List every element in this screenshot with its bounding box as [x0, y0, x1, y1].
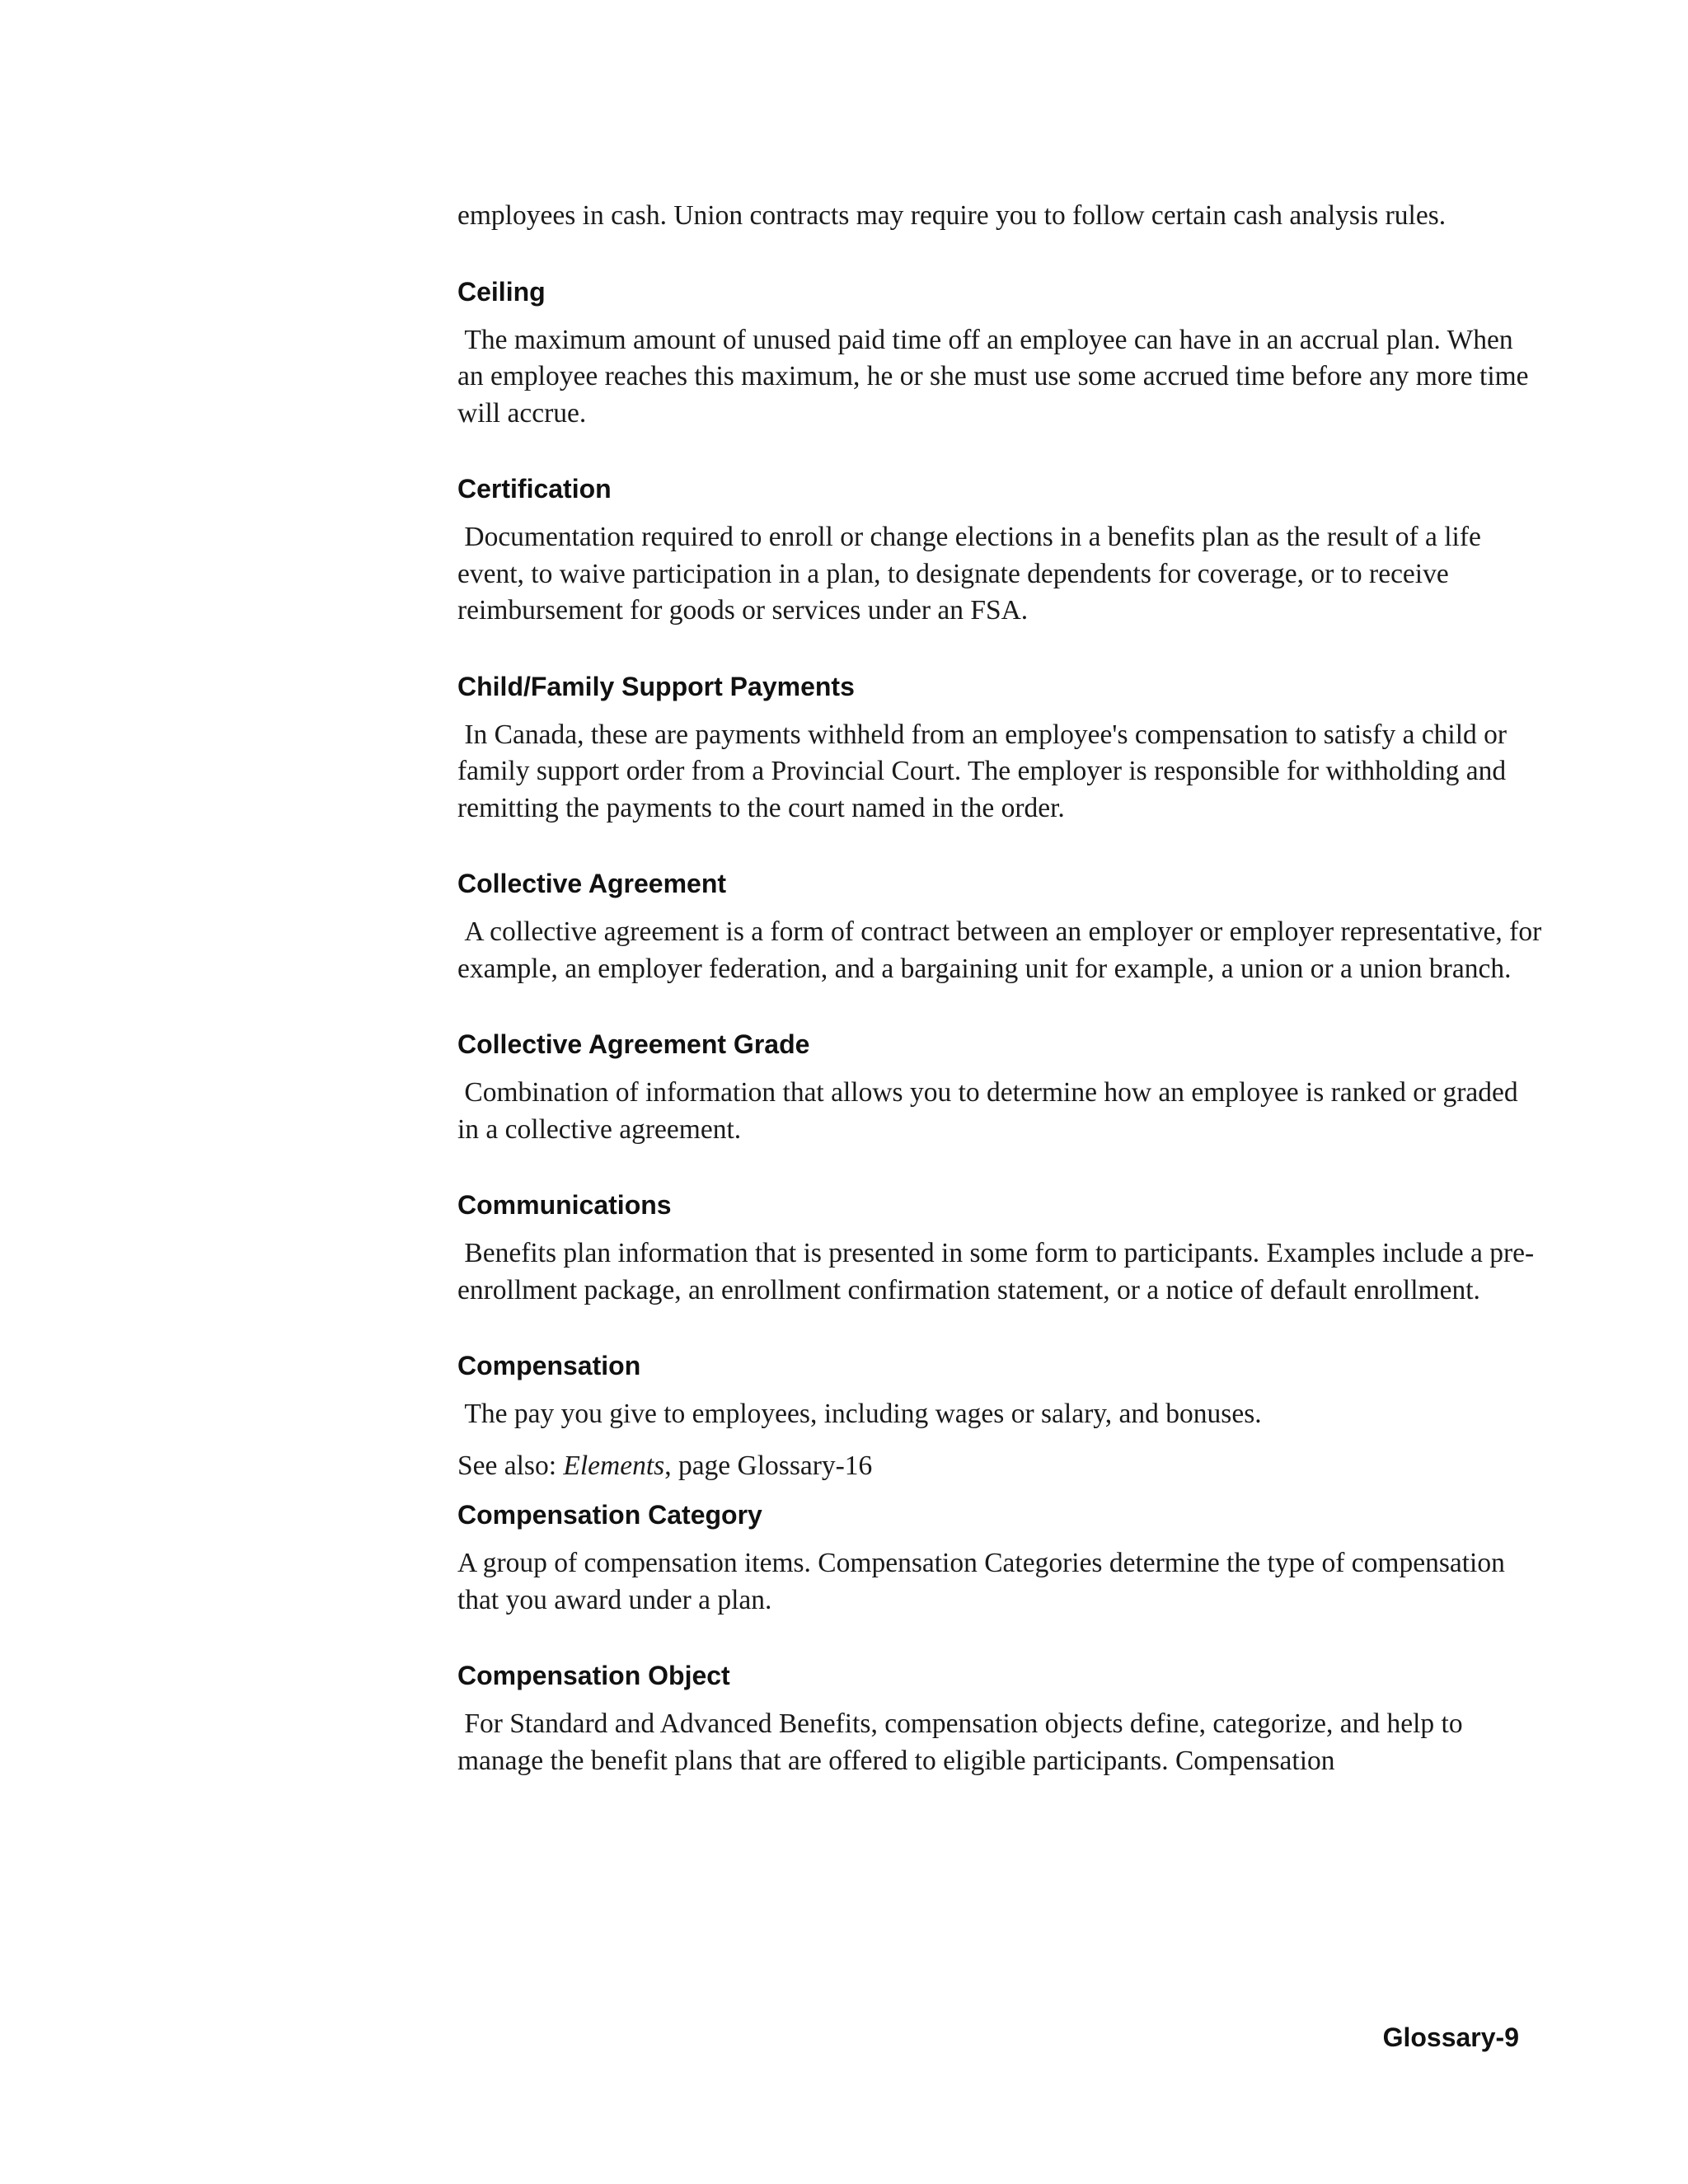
glossary-term: Child/Family Support Payments	[457, 671, 855, 701]
glossary-definition: Documentation required to enroll or change elections in a benefits plan as the result of a life event, to waive participation in a plan, to designate dependents for coverage, or to receive reimbursement for goods or services under an FSA.	[457, 522, 1489, 626]
glossary-definition: A collective agreement is a form of contract between an employer or employer representative, for example, an employer federation, and a bargaining unit for example, a union or a union branch.	[457, 916, 1549, 984]
glossary-entry-communications	[457, 1188, 1545, 1309]
glossary-entry-collective-agreement	[457, 867, 1549, 987]
glossary-term: Communications	[457, 1190, 672, 1220]
glossary-term: Collective Agreement	[457, 869, 727, 898]
glossary-term: Collective Agreement Grade	[457, 1029, 810, 1059]
glossary-entry-compensation-object	[457, 1659, 1545, 1779]
glossary-term: Compensation Category	[457, 1500, 762, 1530]
glossary-term: Certification	[457, 474, 612, 504]
glossary-entry-compensation	[457, 1349, 1545, 1484]
glossary-entry-certification	[457, 472, 1545, 630]
glossary-term: Compensation Object	[457, 1661, 730, 1690]
glossary-definition: Combination of information that allows you to determine how an employee is ranked or graded in a collective agreement.	[457, 1077, 1526, 1145]
continued-paragraph: employees in cash. Union contracts may require you to follow certain cash analysis rules.	[457, 200, 1447, 231]
glossary-content	[457, 198, 1549, 1779]
glossary-definition: The pay you give to employees, including wages or salary, and bonuses.	[457, 1399, 1262, 1429]
see-also-link-elements[interactable]: Elements	[563, 1450, 665, 1481]
glossary-definition: For Standard and Advanced Benefits, compensation objects define, categorize, and help to manage the benefit plans that are offered to eligible participants. Compensation	[457, 1708, 1470, 1776]
glossary-definition: Benefits plan information that is presented in some form to participants. Examples include a pre-enrollment package, an enrollment confirmation statement, or a notice of default enrollment.	[457, 1238, 1535, 1305]
see-also-prefix: See also:	[457, 1450, 564, 1481]
glossary-entry-compensation-category	[457, 1498, 1545, 1619]
glossary-entry-child-family-support-payments	[457, 670, 1545, 827]
see-also-reference	[457, 1448, 1545, 1485]
see-also-page-ref: , page Glossary-16	[664, 1450, 873, 1481]
glossary-term: Ceiling	[457, 276, 546, 307]
glossary-entry-ceiling	[457, 275, 1545, 433]
glossary-definition: A group of compensation items. Compensation Categories determine the type of compensation that you award under a plan.	[457, 1548, 1512, 1615]
glossary-term: Compensation	[457, 1351, 641, 1380]
glossary-entry-collective-agreement-grade	[457, 1028, 1545, 1148]
page-number-footer: Glossary-9	[1382, 2022, 1519, 2052]
glossary-definition: The maximum amount of unused paid time off an employee can have in an accrual plan. When an employee reaches this maximum, he or she must use some accrued time before any more time will accrue.	[457, 324, 1536, 429]
glossary-definition: In Canada, these are payments withheld from an employee's compensation to satisfy a child or family support order from a Provincial Court. The employer is responsible for withholding and remitting the payments to the court named in the order.	[457, 719, 1514, 823]
